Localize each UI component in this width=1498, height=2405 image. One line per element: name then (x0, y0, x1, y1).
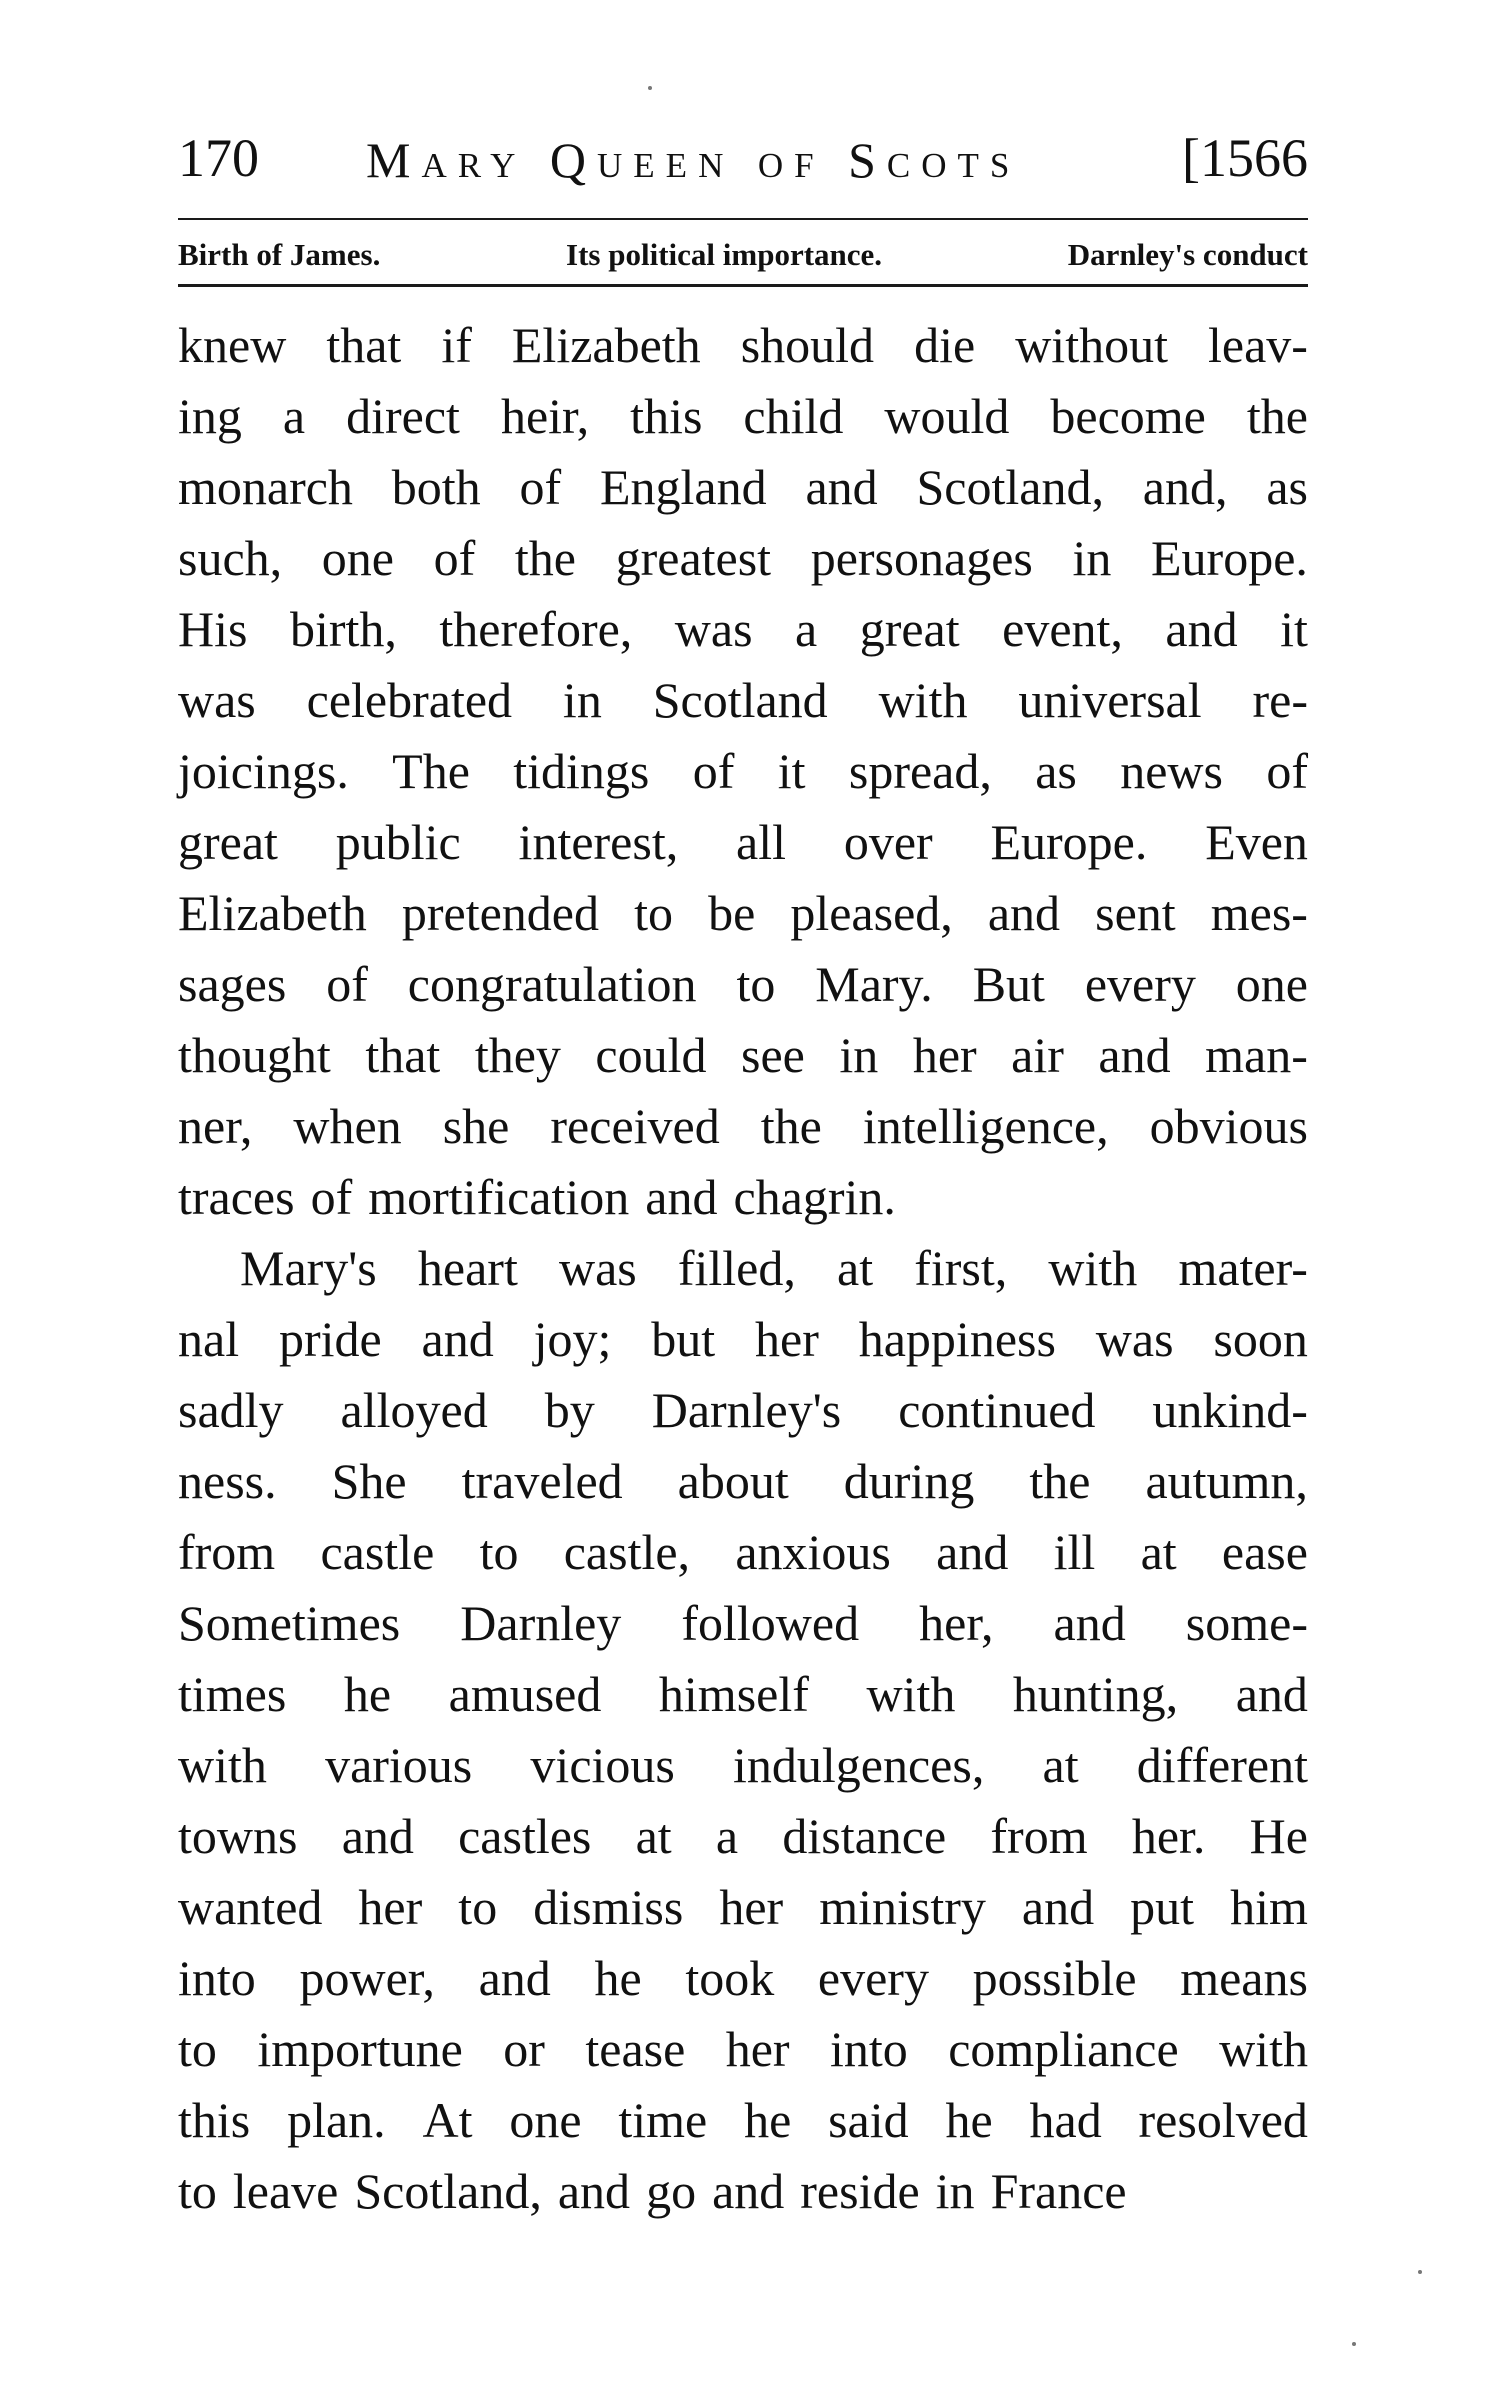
text-line: traces of mortification and chagrin. (178, 1169, 896, 1225)
text-line: to importune or tease her into compliance with (178, 2021, 1308, 2077)
text-line: ness. She traveled about during the autumn, (178, 1453, 1308, 1509)
body-text (178, 310, 1308, 2227)
text-line: such, one of the greatest personages in Europe. (178, 530, 1308, 586)
text-line: Elizabeth pretended to be pleased, and sent mes- (178, 885, 1308, 941)
marginal-subheadings (178, 232, 1308, 278)
text-line: sages of congratulation to Mary. But every one (178, 956, 1308, 1012)
subheading-birth: Birth of James. (178, 237, 381, 272)
text-line: Sometimes Darnley followed her, and some- (178, 1595, 1308, 1651)
text-line: towns and castles at a distance from her. He (178, 1808, 1308, 1864)
running-header (178, 120, 1308, 200)
text-line: knew that if Elizabeth should die without leav- (178, 317, 1308, 373)
header-rule-bottom (178, 284, 1308, 287)
text-line: nal pride and joy; but her happiness was soon (178, 1311, 1308, 1367)
paragraph (178, 310, 1308, 1233)
running-title: Mary Queen of Scots (366, 132, 1021, 188)
text-line: thought that they could see in her air and man- (178, 1027, 1308, 1083)
text-line: ner, when she received the intelligence, obvious (178, 1098, 1308, 1154)
text-line: sadly alloyed by Darnley's continued unkind- (178, 1382, 1308, 1438)
text-line: times he amused himself with hunting, and (178, 1666, 1308, 1722)
text-line: His birth, therefore, was a great event, and it (178, 601, 1308, 657)
page-number: 170 (178, 128, 259, 188)
text-line: was celebrated in Scotland with universal re- (178, 672, 1308, 728)
subheading-importance: Its political importance. (566, 237, 883, 272)
text-line: wanted her to dismiss her ministry and put him (178, 1879, 1308, 1935)
paper-speck (1418, 2270, 1422, 2274)
subheading-conduct: Darnley's conduct (1067, 237, 1308, 272)
text-line: to leave Scotland, and go and reside in France (178, 2163, 1127, 2219)
text-line: ing a direct heir, this child would become the (178, 388, 1308, 444)
text-line: joicings. The tidings of it spread, as news of (178, 743, 1308, 799)
text-line: into power, and he took every possible means (178, 1950, 1308, 2006)
text-line: Mary's heart was filled, at first, with mater- (240, 1240, 1308, 1296)
paper-speck (1352, 2342, 1356, 2346)
text-line: great public interest, all over Europe. Even (178, 814, 1308, 870)
paper-speck (648, 86, 652, 90)
text-line: with various vicious indulgences, at different (178, 1737, 1308, 1793)
header-rule-top (178, 218, 1308, 220)
text-line: this plan. At one time he said he had resolved (178, 2092, 1308, 2148)
paragraph (178, 1233, 1308, 2227)
text-line: from castle to castle, anxious and ill at ease (178, 1524, 1308, 1580)
running-year: [1566 (1182, 128, 1308, 188)
text-line: monarch both of England and Scotland, and, as (178, 459, 1308, 515)
